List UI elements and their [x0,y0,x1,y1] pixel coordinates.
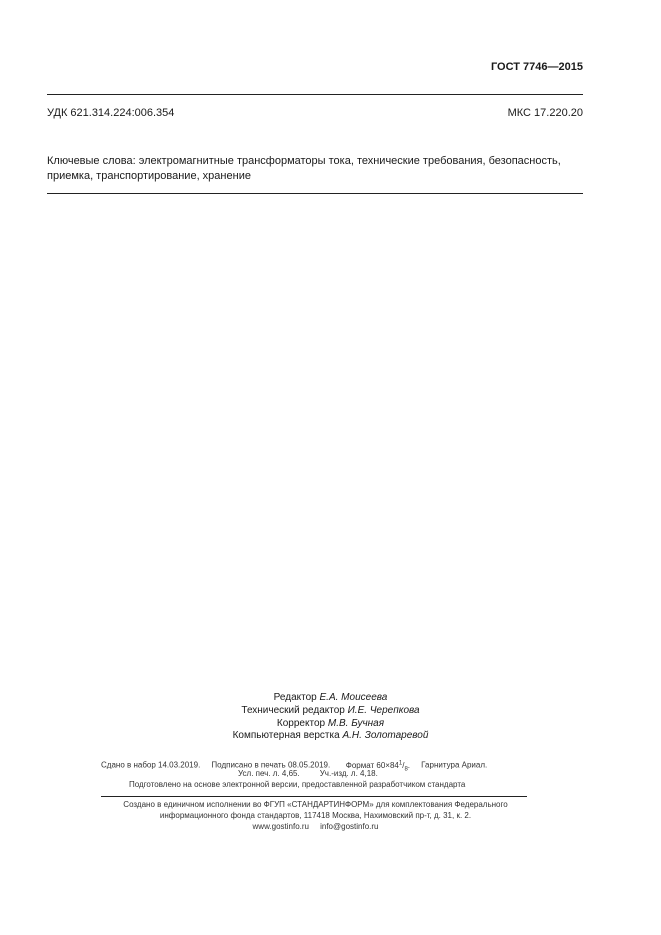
credit-name: Е.А. Моисеева [319,692,388,703]
mks-code: МКС 17.220.20 [507,107,583,119]
footer-email-link[interactable]: info@gostinfo.ru [320,822,379,831]
imprint-line-2 [238,769,378,779]
imprint-signed: Подписано в печать 08.05.2019. [211,760,331,770]
credit-layout [0,729,661,742]
keywords: Ключевые слова: электромагнитные трансформаторы тока, технические требования, безопасность, приемка, транспортирование, хранение [47,155,561,182]
udk-code: УДК 621.314.224:006.354 [47,107,175,119]
keywords-divider [47,193,583,194]
credit-role: Компьютерная верстка [232,730,340,741]
credit-tech-editor [0,704,661,717]
footer-line-2: информационного фонда стандартов, 117418 Москва, Нахимовский пр-т, д. 31, к. 2. [159,811,472,820]
imprint-format: Формат $60\times 84^1/_8$. [345,760,411,773]
imprint-submitted: Сдано в набор 14.03.2019. [101,760,201,770]
credit-name: М.В. Бучная [327,718,385,729]
imprint-typeface: Гарнитура Ариал. [421,760,488,770]
credit-role: Корректор [276,718,326,729]
credit-name: И.Е. Черепкова [347,705,420,716]
footer-site-link[interactable]: www.gostinfo.ru [252,822,309,831]
imprint-prepared: Подготовлено на основе электронной версии, предоставленной разработчиком стандарта [129,780,466,789]
credit-name: А.Н. Золотаревой [342,730,429,741]
document-code: ГОСТ 7746—2015 [490,61,583,73]
credit-role: Технический редактор [241,705,345,716]
header-divider [47,94,583,95]
footer-line-1: Создано в единичном исполнении во ФГУП «СТАНДАРТИНФОРМ» для комплектования Федерального [123,800,508,809]
footer-contacts [0,822,631,832]
imprint-sheets-print: Усл. печ. л. 4,65. [238,769,300,778]
footer-divider [101,796,527,797]
imprint-sheets-pub: Уч.-изд. л. 4,18. [319,769,378,778]
credit-role: Редактор [273,692,317,703]
credit-editor [0,691,661,704]
